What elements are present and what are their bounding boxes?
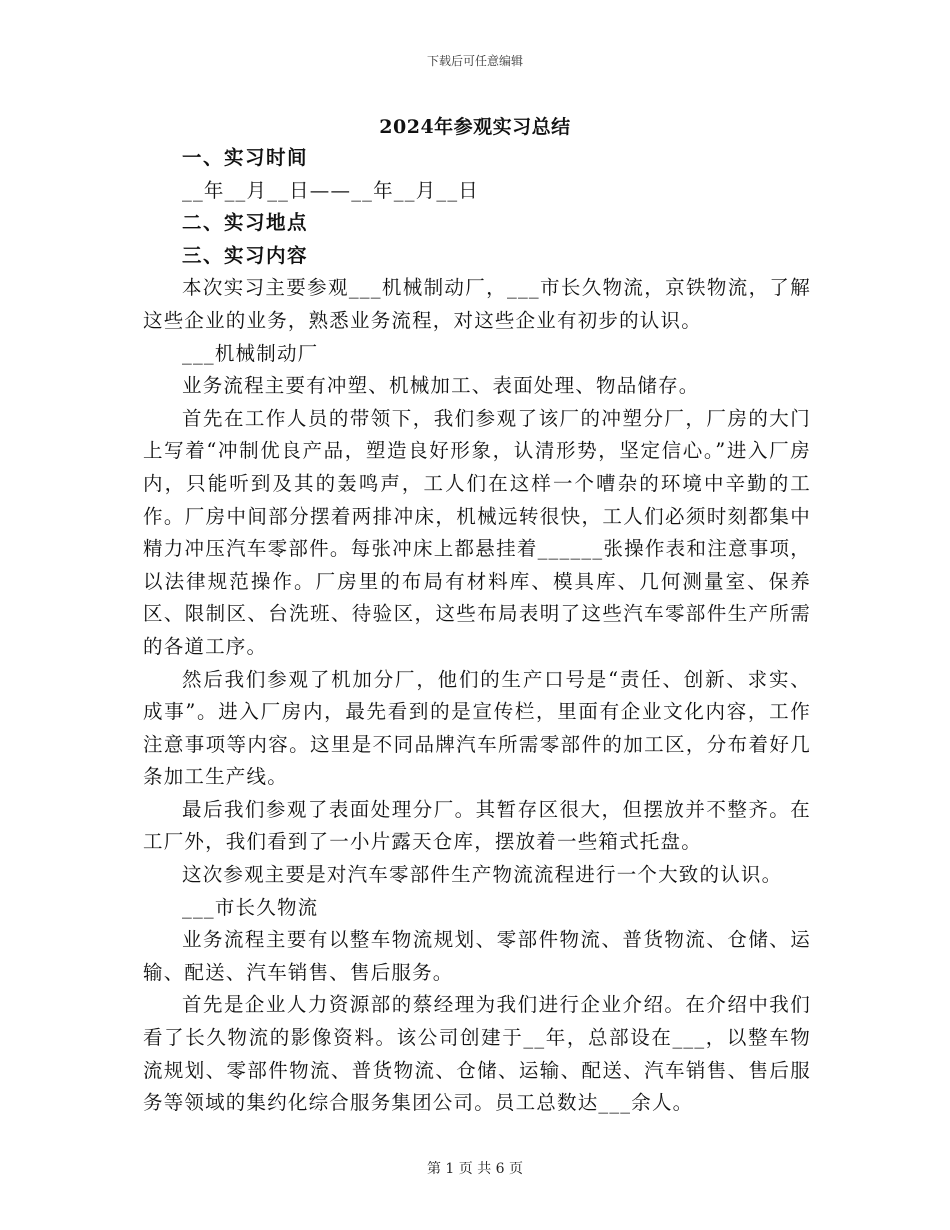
subsection-title-brake-factory: ___机械制动厂 [182,341,319,365]
paragraph-date-range: __年__月__日——__年__月__日 [182,178,480,202]
paragraph: 业务流程主要有以整车物流规划、零部件物流、普货物流、仓储、运输、配送、汽车销售、售后服务。 [143,928,811,984]
document-body [143,142,811,1120]
paragraph: 这次参观主要是对汽车零部件生产物流流程进行一个大致的认识。 [182,863,783,887]
page-footer: 第 1 页 共 6 页 [426,1161,524,1177]
paragraph: 然后我们参观了机加分厂，他们的生产口号是“责任、创新、求实、成事”。进入厂房内，最先看到的是宣传栏，里面有企业文化内容，工作注意事项等内容。这里是不同品牌汽车所需零部件的加工区，分布着好几条加工生产线。 [143,667,811,789]
paragraph: 首先是企业人力资源部的蔡经理为我们进行企业介绍。在介绍中我们看了长久物流的影像资料。该公司创建于__年，总部设在___，以整车物流规划、零部件物流、普货物流、仓储、运输、配送、汽车销售、售后服务等领域的集约化综合服务集团公司。员工总数达___余人。 [143,993,811,1115]
paragraph: 本次实习主要参观___机械制动厂，___市长久物流，京铁物流，了解这些企业的业务，熟悉业务流程，对这些企业有初步的认识。 [143,276,811,332]
paragraph: 业务流程主要有冲塑、机械加工、表面处理、物品储存。 [182,374,700,398]
section-heading-location: 二、实习地点 [182,211,309,235]
paragraph: 首先在工作人员的带领下，我们参观了该厂的冲塑分厂，厂房的大门上写着“冲制优良产品，塑造良好形象，认清形势，坚定信心。”进入厂房内，只能听到及其的轰鸣声，工人们在这样一个嘈杂的环境中辛勤的工作。厂房中间部分摆着两排冲床，机械远转很快，工人们必须时刻都集中精力冲压汽车零部件。每张冲床上都悬挂着______张操作表和注意事项，以法律规范操作。厂房里的布局有材料库、模具库、几何测量室、保养区、限制区、台洗班、待验区，这些布局表明了这些汽车零部件生产所需的各道工序。 [143,406,811,658]
page-header: 下载后可任意编辑 [426,54,523,68]
document-title: 2024年参观实习总结 [379,116,571,138]
section-heading-content: 三、实习内容 [182,243,309,267]
paragraph: 最后我们参观了表面处理分厂。其暂存区很大，但摆放并不整齐。在工厂外，我们看到了一小片露天仓库，摆放着一些箱式托盘。 [143,797,811,854]
section-heading-time: 一、实习时间 [182,146,309,169]
subsection-title-logistics: ___市长久物流 [182,895,319,919]
